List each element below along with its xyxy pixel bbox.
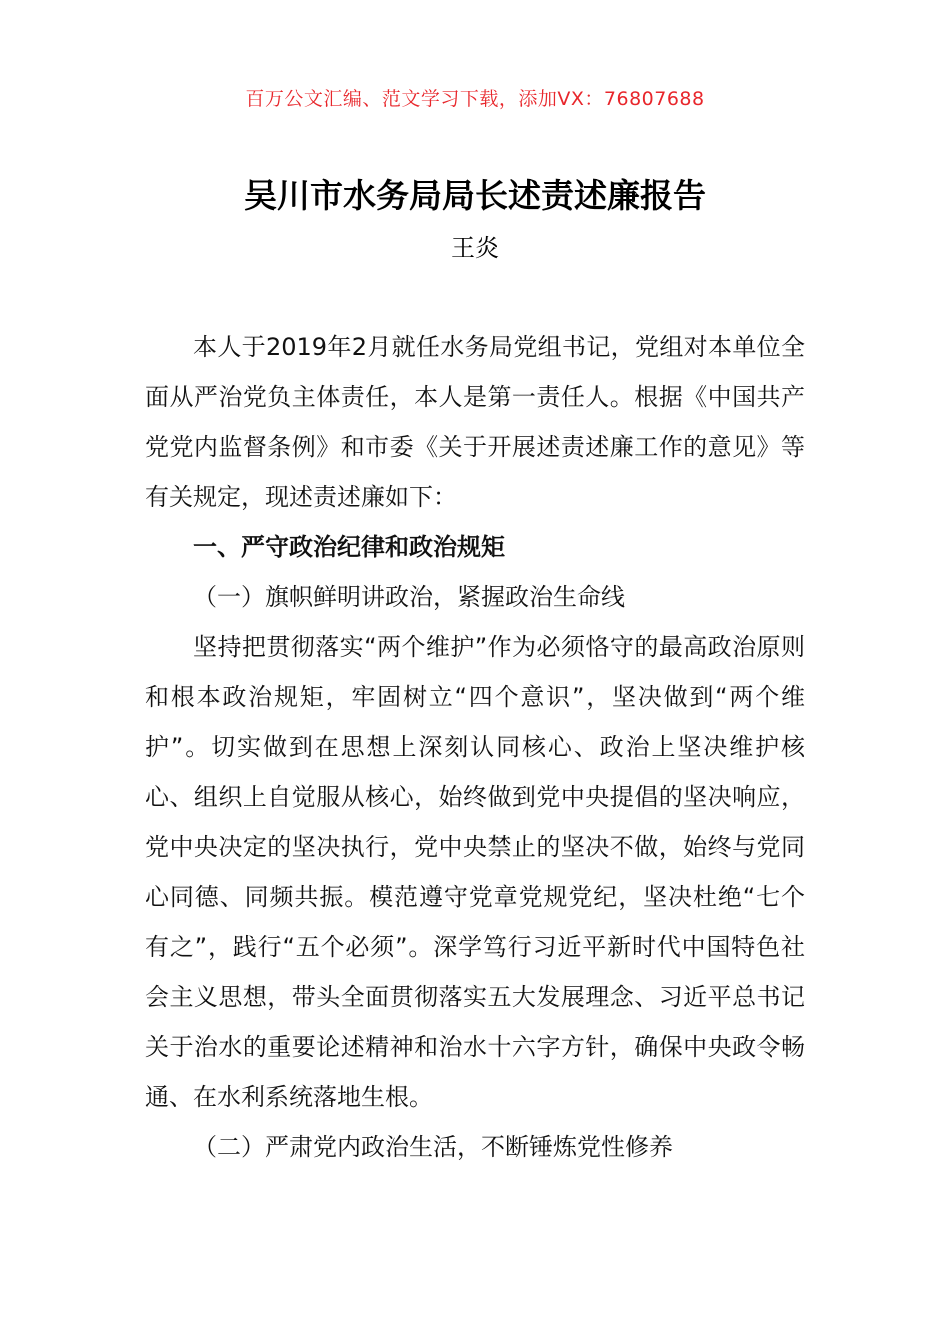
body-paragraph-1-1: 坚持把贯彻落实“两个维护”作为必须恪守的最高政治原则和根本政治规矩，牢固树立“四个意识”，坚决做到“两个维护”。切实做到在思想上深刻认同核心、政治上坚决维护核心、组织上自觉服从核心，始终做到党中央提倡的坚决响应，党中央决定的坚决执行，党中央禁止的坚决不做，始终与党同心同德、同频共振。模范遵守党章党规党纪，坚决杜绝“七个有之”，践行“五个必须”。深学笃行习近平新时代中国特色社会主义思想，带头全面贯彻落实五大发展理念、习近平总书记关于治水的重要论述精神和治水十六字方针，确保中央政令畅通、在水利系统落地生根。 [145,633,805,1111]
intro-paragraph: 本人于2019年2月就任水务局党组书记，党组对本单位全面从严治党负主体责任，本人是第一责任人。根据《中国共产党党内监督条例》和市委《关于开展述责述廉工作的意见》等有关规定，现述责述廉如下： [145,333,805,511]
header-promo-note: 百万公文汇编、范文学习下载，添加VX：76807688 [245,88,705,110]
section-heading-1: 一、严守政治纪律和政治规矩 [193,533,505,561]
subsection-heading-1-1: （一）旗帜鲜明讲政治，紧握政治生命线 [193,583,625,611]
document-body [145,322,805,1172]
document-title: 吴川市水务局局长述责述廉报告 [244,176,706,215]
subsection-heading-1-2: （二）严肃党内政治生活，不断锤炼党性修养 [193,1133,673,1161]
document-author: 王炎 [451,234,499,262]
